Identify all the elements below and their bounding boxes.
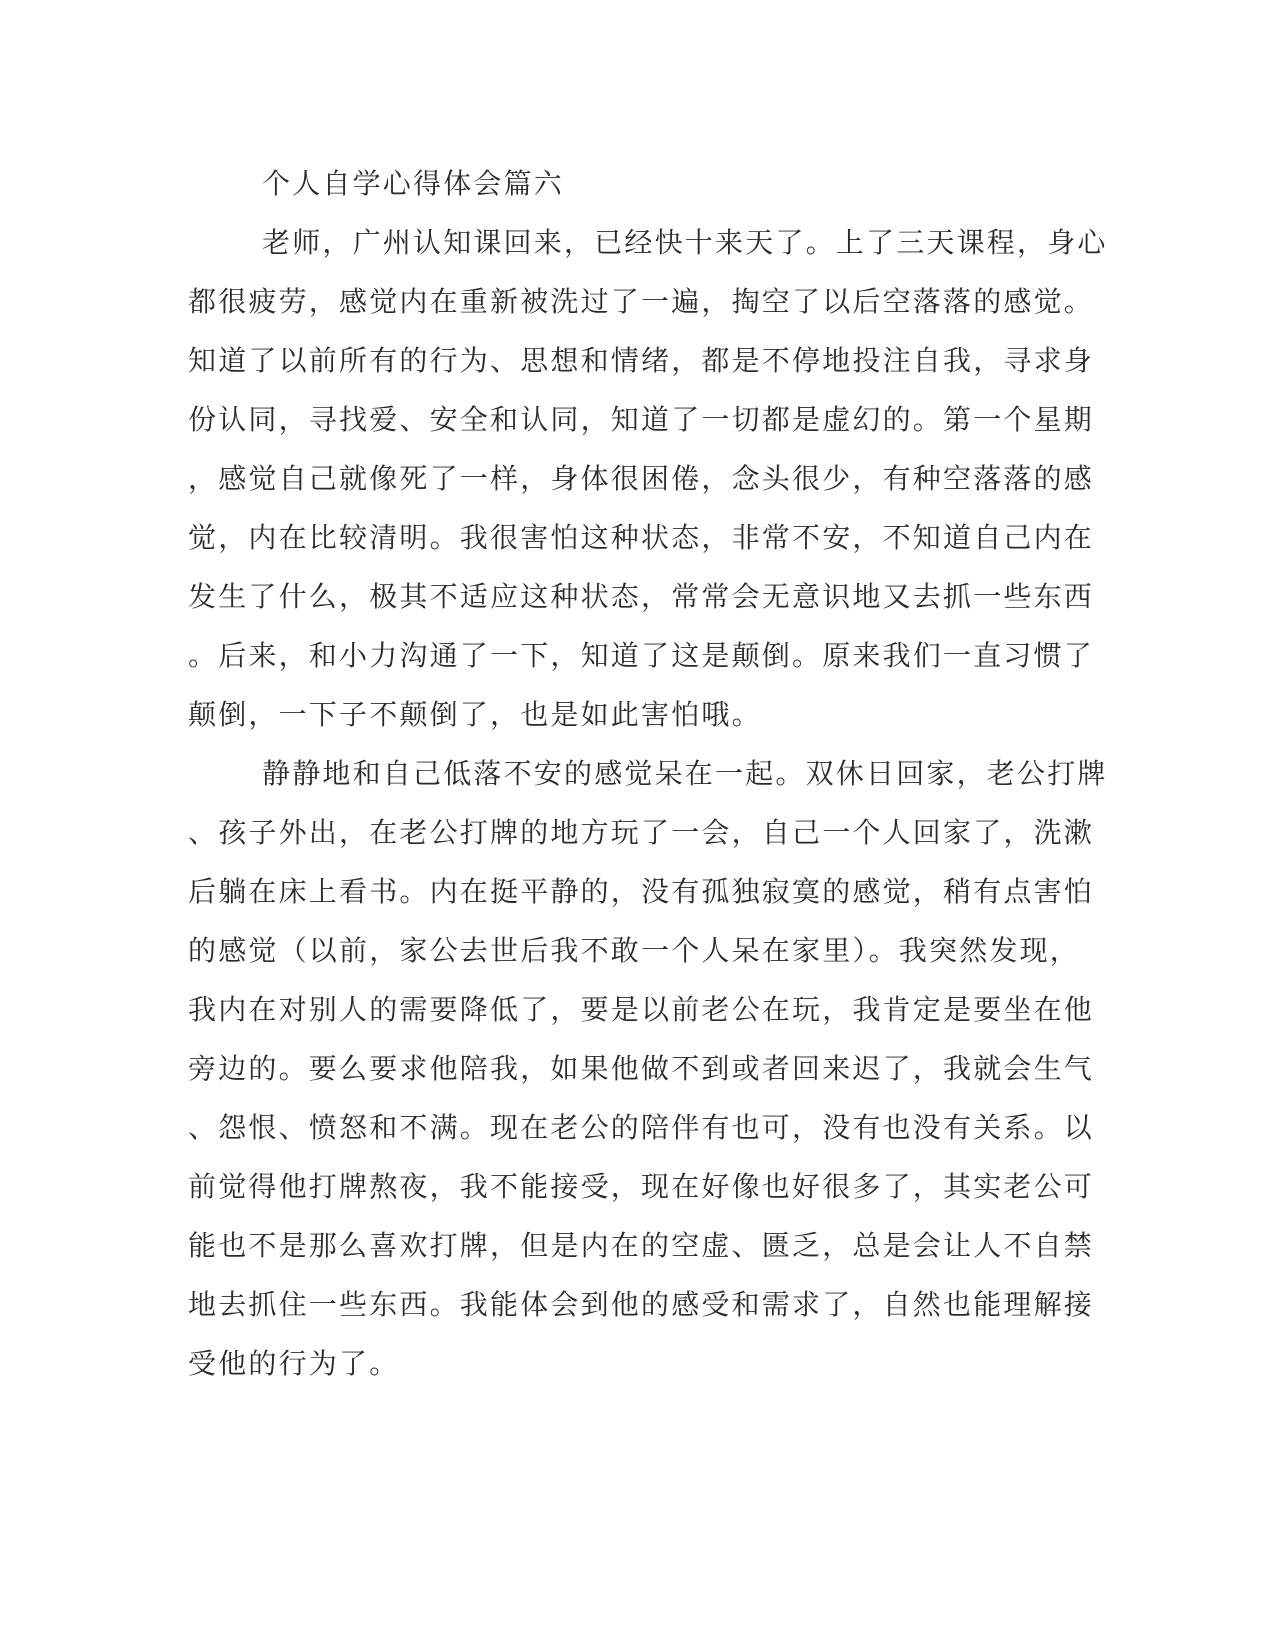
text-line: 觉，内在比较清明。我很害怕这种状态，非常不安，不知道自己内在: [188, 521, 1095, 554]
text-line: 颠倒，一下子不颠倒了，也是如此害怕哦。: [188, 698, 762, 731]
text-line: 老师，广州认知课回来，已经快十来天了。上了三天课程，身心: [262, 226, 1108, 259]
text-line: 后躺在床上看书。内在挺平静的，没有孤独寂寞的感觉，稍有点害怕: [188, 875, 1095, 908]
text-line: 地去抓住一些东西。我能体会到他的感受和需求了，自然也能理解接: [188, 1288, 1095, 1321]
text-line: 的感觉（以前，家公去世后我不敢一个人呆在家里）。我突然发现，: [188, 934, 1081, 967]
text-line: 、孩子外出，在老公打牌的地方玩了一会，自己一个人回家了，洗漱: [188, 816, 1095, 849]
text-line: 。后来，和小力沟通了一下，知道了这是颠倒。原来我们一直习惯了: [188, 639, 1095, 672]
text-line: 发生了什么，极其不适应这种状态，常常会无意识地又去抓一些东西: [188, 580, 1095, 613]
document-title: 个人自学心得体会篇六: [262, 167, 565, 200]
text-line: 前觉得他打牌熬夜，我不能接受，现在好像也好很多了，其实老公可: [188, 1170, 1095, 1203]
text-line: ，感觉自己就像死了一样，身体很困倦，念头很少，有种空落落的感: [188, 462, 1095, 495]
text-line: 静静地和自己低落不安的感觉呆在一起。双休日回家，老公打牌: [262, 757, 1108, 790]
text-line: 我内在对别人的需要降低了，要是以前老公在玩，我肯定是要坐在他: [188, 993, 1095, 1026]
text-line: 份认同，寻找爱、安全和认同，知道了一切都是虚幻的。第一个星期: [188, 403, 1095, 436]
text-line: 知道了以前所有的行为、思想和情绪，都是不停地投注自我，寻求身: [188, 344, 1095, 377]
text-line: 旁边的。要么要求他陪我，如果他做不到或者回来迟了，我就会生气: [188, 1052, 1095, 1085]
text-line: 都很疲劳，感觉内在重新被洗过了一遍，掏空了以后空落落的感觉。: [188, 285, 1095, 318]
text-line: 、怨恨、愤怒和不满。现在老公的陪伴有也可，没有也没有关系。以: [188, 1111, 1095, 1144]
text-line: 能也不是那么喜欢打牌，但是内在的空虚、匮乏，总是会让人不自禁: [188, 1229, 1095, 1262]
text-line: 受他的行为了。: [188, 1347, 400, 1380]
